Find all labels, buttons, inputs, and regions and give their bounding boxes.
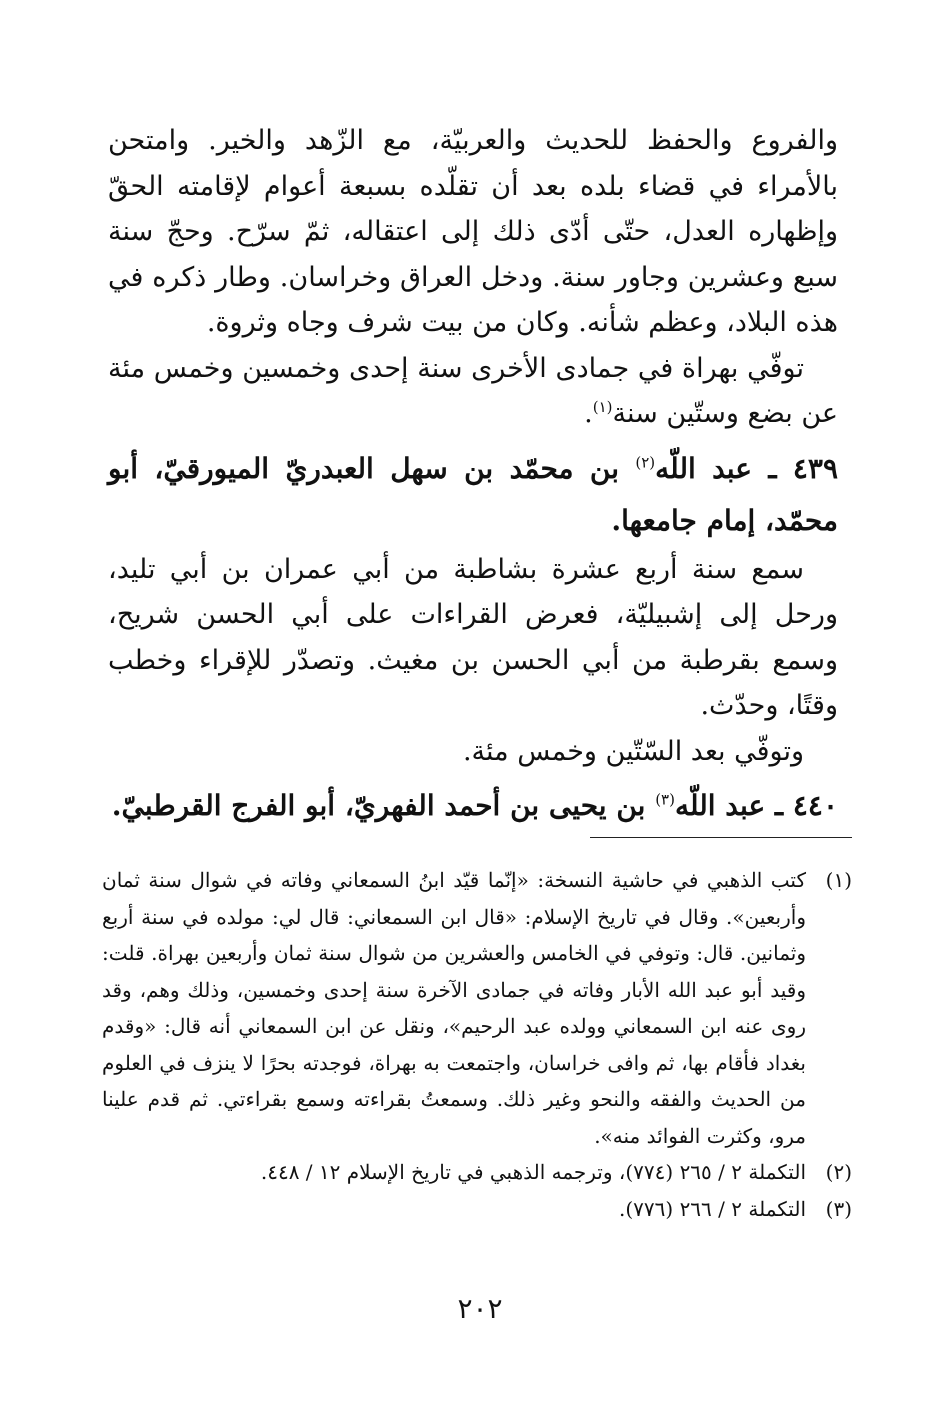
footnote-2 bbox=[102, 1154, 852, 1191]
footnote-text: التكملة ٢ / ٢٦٦ (٧٧٦). bbox=[618, 1196, 806, 1221]
footnote-ref-1: (١) bbox=[592, 398, 613, 416]
main-text bbox=[108, 118, 838, 832]
footnote-ref-2: (٢) bbox=[635, 453, 656, 472]
page-number: ٢٠٢ bbox=[457, 1292, 503, 1325]
footnote-number: (٢) bbox=[825, 1160, 852, 1184]
paragraph-3: سمع سنة أربع عشرة بشاطبة من أبي عمران بن أبي تليد، ورحل إلى إشبيليّة، فعرض القراءات على أبي الحسن شريح، وسمع بقرطبة من أبي الحسن بن مغيث. وتصدّر للإقراء وخطب وقتًا، وحدّث. bbox=[108, 553, 838, 721]
footnote-ref-3: (٣) bbox=[655, 790, 675, 809]
paragraph-4: وتوفّي بعد السّتّين وخمس مئة. bbox=[462, 735, 804, 767]
paragraph-2 bbox=[108, 346, 838, 437]
entry-number-440: ٤٤٠ ـ bbox=[774, 789, 838, 822]
entry-rest-439: بن محمّد بن سهل العبدريّ الميورقيّ، أبو محمّد، إمام جامعها. bbox=[108, 451, 838, 537]
entry-rest-440: بن يحيى بن أحمد الفهريّ، أبو الفرج القرطبيّ. bbox=[111, 789, 646, 822]
footnote-separator bbox=[590, 837, 852, 838]
paragraph-1: والفروع والحفظ للحديث والعربيّة، مع الزّهد والخير. وامتحن بالأمراء في قضاء بلده بعد أن تقلّده بسبعة أعوام لإقامته الحقّ وإظهاره العدل، حتّى أدّى ذلك إلى اعتقاله، ثمّ سرّح. وحجّ سنة سبع وعشرين وجاور سنة. ودخل العراق وخراسان. وطار ذكره في هذه البلاد، وعظم شأنه. وكان من بيت شرف وجاه وثروة. bbox=[108, 125, 838, 338]
footnote-text: كتب الذهبي في حاشية النسخة: «إنّما قيّد ابنُ السمعاني وفاته في شوال سنة ثمان وأربعين». وقال في تاريخ الإسلام: «قال ابن السمعاني: قال لي: مولده في سنة أربع وثمانين. قال: وتوفي في الخامس والعشرين من شوال سنة ثمان وأربعين بهراة. قلت: وقيد أبو عبد الله الأبار وفاته في جمادى الآخرة سنة إحدى وخمسين، وذلك وهم، وقد روى عنه ابن السمعاني وولده عبد الرحيم»، ونقل عن ابن السمعاني أنه قال: «وقدم بغداد فأقام بها، ثم وافى خراسان، واجتمعت به بهراة، فوجدته بحرًا لا ينزف في العلوم من الحديث والفقه والنحو وغير ذلك. وسمعتُ بقراءته وسمع بقراءتي. ثم قدم علينا مرو، وكثرت الفوائد منه». bbox=[102, 868, 806, 1148]
entry-heading-439 bbox=[108, 443, 838, 547]
entry-number-439: ٤٣٩ ـ bbox=[768, 451, 839, 485]
footnote-text: التكملة ٢ / ٢٦٥ (٧٧٤)، وترجمه الذهبي في تاريخ الإسلام ١٢ / ٤٤٨. bbox=[260, 1160, 806, 1184]
footnote-3 bbox=[102, 1191, 852, 1228]
paragraph-2-end: . bbox=[584, 398, 593, 429]
paragraph-2-text: توفّي بهراة في جمادى الأخرى سنة إحدى وخمسين وخمس مئة عن بضع وستّين سنة bbox=[108, 352, 838, 429]
entry-name-439: عبد اللّه bbox=[655, 451, 752, 485]
footnotes bbox=[102, 862, 852, 1227]
footnote-1 bbox=[102, 862, 852, 1154]
entry-heading-440 bbox=[108, 780, 838, 832]
entry-name-440: عبد اللّه bbox=[674, 789, 766, 822]
footnote-number: (١) bbox=[825, 868, 852, 892]
footnote-number: (٣) bbox=[825, 1196, 852, 1221]
